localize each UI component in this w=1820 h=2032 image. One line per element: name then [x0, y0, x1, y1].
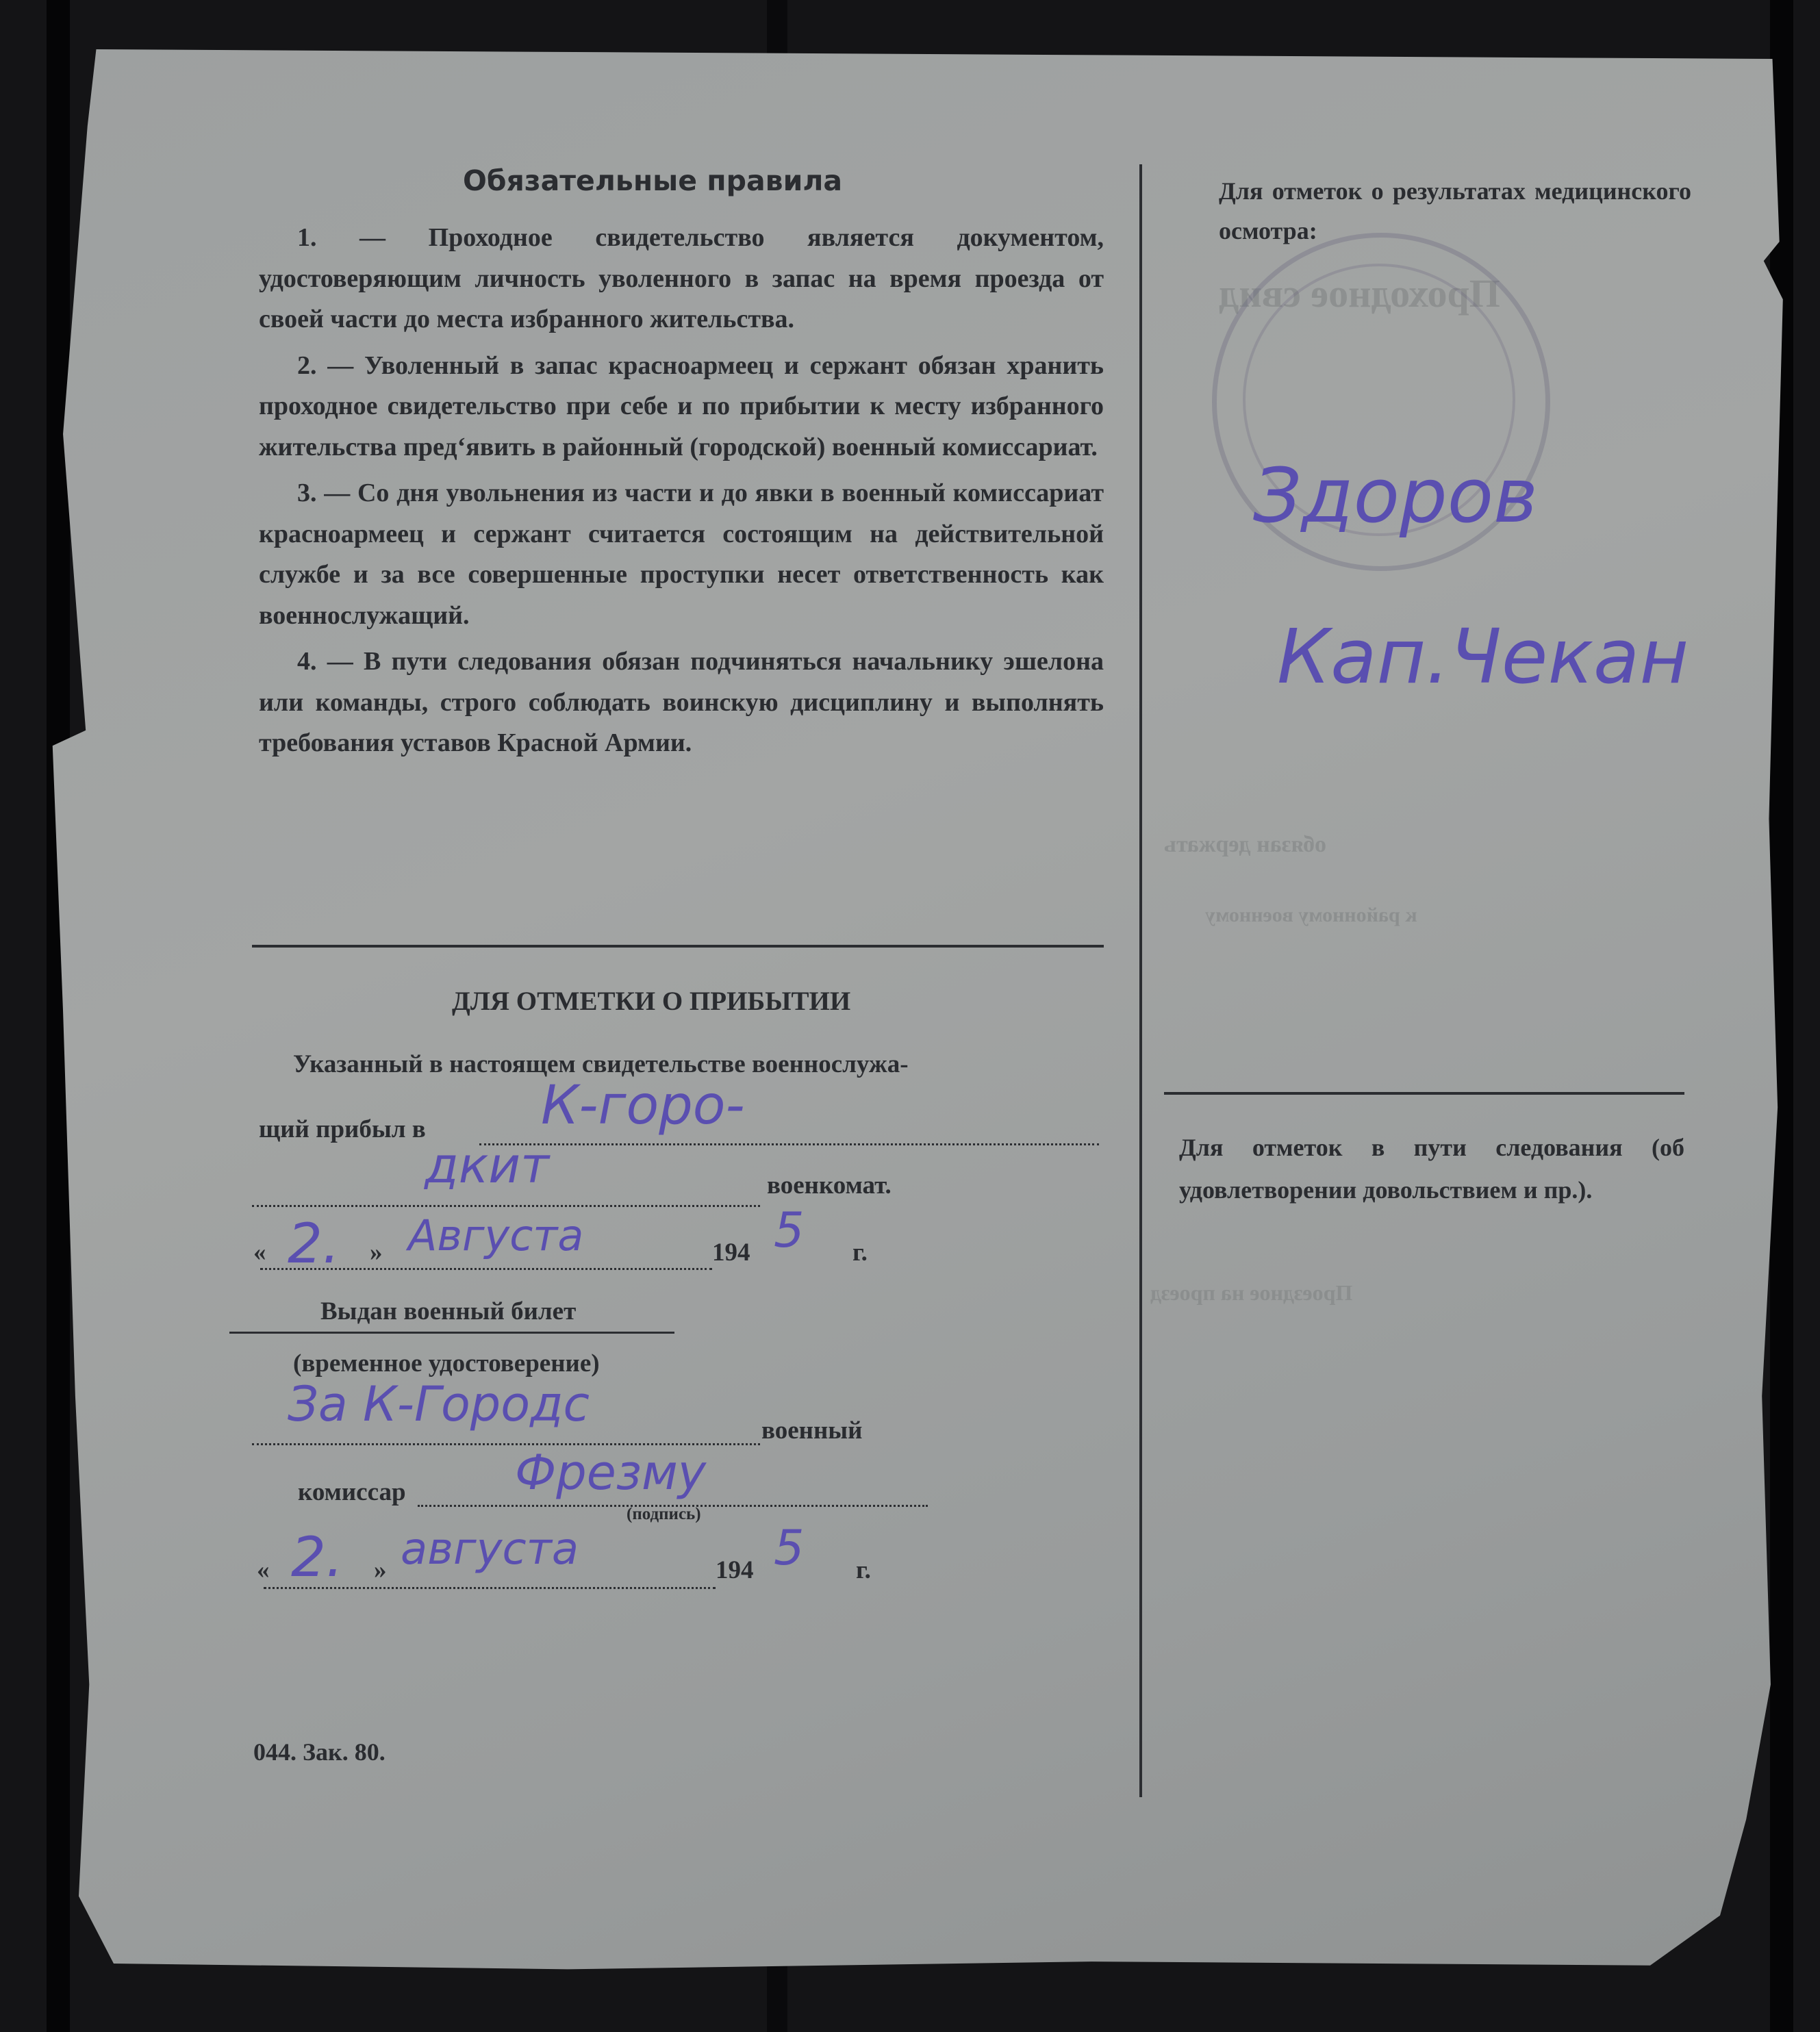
arrival-place-field: [479, 1143, 1099, 1145]
arrival-title: ДЛЯ ОТМЕТКИ О ПРИБЫТИИ: [452, 987, 851, 1016]
handwritten-month-1: Августа: [408, 1210, 584, 1260]
voenny-label: военный: [761, 1417, 863, 1445]
ticket-title: Выдан военный билет: [320, 1297, 577, 1325]
rules-title: Обязательные правила: [463, 164, 843, 197]
voenkomat-label: военкомат.: [767, 1171, 892, 1199]
year-prefix-1: 194: [712, 1239, 750, 1267]
rules-list: [259, 218, 1104, 770]
handwritten-medical-result: Здоров: [1253, 452, 1538, 539]
handwritten-arrival-place: К-горо-: [541, 1075, 745, 1136]
handwritten-issuer: За К-Городс: [288, 1376, 590, 1432]
year-suffix-1: г.: [852, 1239, 868, 1267]
year-prefix-2: 194: [716, 1556, 754, 1584]
date-2-field: [264, 1587, 716, 1589]
bleed-through-title: Проходное свид: [1219, 271, 1500, 316]
handwritten-signature: Фрезму: [515, 1445, 707, 1501]
signature-caption: (подпись): [627, 1505, 701, 1523]
date-close-quote: »: [370, 1239, 383, 1267]
rule-item: 4. — В пути следования обязан подчиняться начальнику эшелона или команды, строго соблюдать воинскую дисциплину и выполнять требования уставов Красной Армии.: [259, 647, 1104, 757]
handwritten-month-2: августа: [401, 1524, 579, 1575]
rule-item: 3. — Со дня увольнения из части и до явки в военный комиссариат красноармеец и сержант считается состоящим на действительной службе и за все совершенные проступки несет ответственность как военнослужащий.: [259, 479, 1104, 630]
komissar-label: комиссар: [298, 1478, 406, 1506]
bleed-through-line: Проездное на проезд: [1150, 1280, 1353, 1305]
date-1-field: [260, 1268, 712, 1270]
bleed-through-line: обязан держать: [1164, 832, 1326, 857]
bleed-through-line: к районному военному: [1205, 904, 1417, 926]
column-divider: [1139, 164, 1142, 1797]
handwritten-day-2: 2.: [291, 1525, 344, 1589]
handwritten-commissariat: дкит: [425, 1136, 550, 1194]
handwritten-year-1: 5: [774, 1202, 805, 1258]
ticket-divider: [229, 1332, 674, 1334]
route-divider: [1164, 1092, 1684, 1095]
form-code: 044. Зак. 80.: [253, 1738, 386, 1766]
rule-item: 2. — Уволенный в запас красноармеец и сержант обязан хранить проходное свидетельство при себе и по прибытии к месту избранного жительства пред‘явить в районный (городской) военный комиссариат.: [259, 351, 1104, 461]
date-open-quote-2: «: [257, 1556, 270, 1584]
handwritten-year-2: 5: [774, 1520, 805, 1576]
section-divider: [252, 945, 1104, 948]
medical-title: Для отметок о результатах медицинского осмотра:: [1219, 177, 1691, 244]
route-title: Для отметок в пути следования (об удовлетворении довольствием и пр.).: [1179, 1134, 1684, 1204]
rule-item: 1. — Проходное свидетельство является документом, удостоверяющим личность уволенного в запас на время проезда от своей части до места избранного жительства.: [259, 223, 1104, 333]
date-close-quote-2: »: [374, 1556, 387, 1584]
arrival-line-2-label: щий прибыл в: [259, 1115, 426, 1143]
commissariat-field: [252, 1205, 760, 1207]
handwritten-day-1: 2.: [288, 1212, 340, 1275]
arrival-line-1: Указанный в настоящем свидетельстве военнослужа-: [293, 1050, 909, 1078]
handwritten-medical-officer: Кап.Чекан: [1277, 613, 1689, 700]
date-open-quote: «: [253, 1239, 266, 1267]
ticket-subtitle: (временное удостоверение): [293, 1349, 600, 1377]
year-suffix-2: г.: [856, 1556, 871, 1584]
